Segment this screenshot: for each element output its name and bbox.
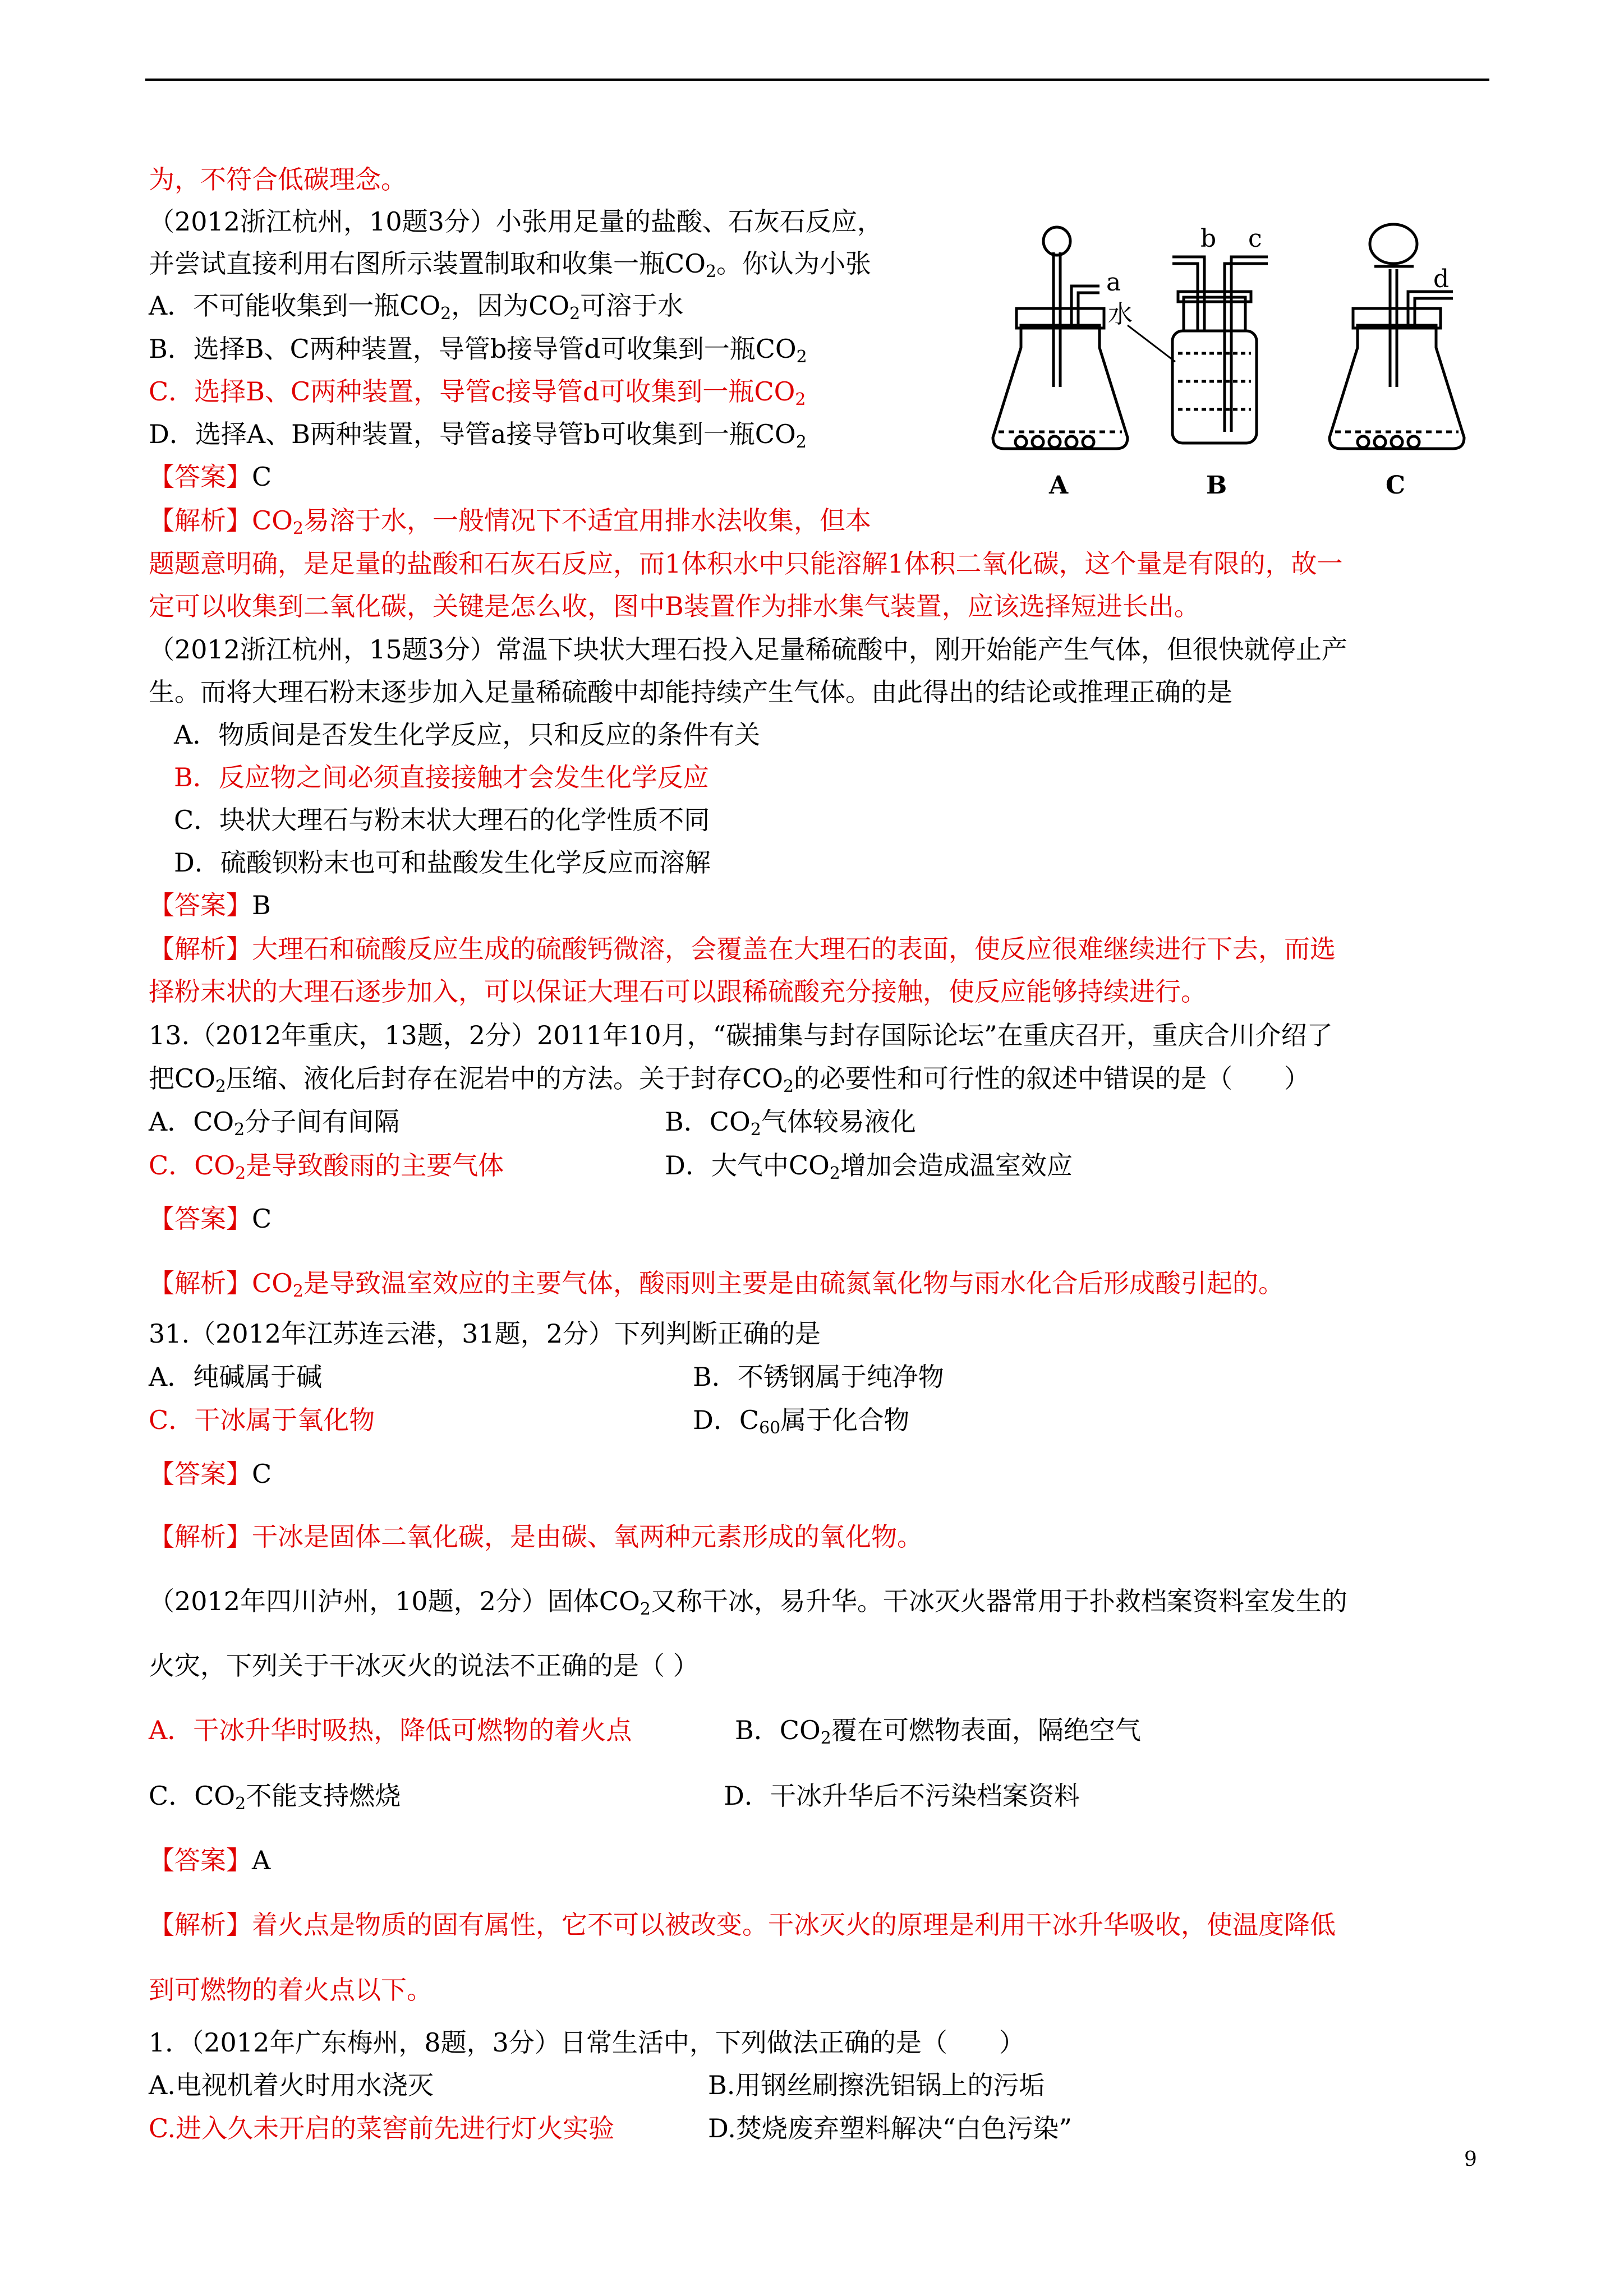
analysis-line: 【解析】大理石和硫酸反应生成的硫酸钙微溶，会覆盖在大理石的表面，使反应很难继续进行下去，而选 — [149, 934, 1336, 964]
answer-line: 【答案】C — [149, 462, 272, 492]
bottle-b-drawing — [1128, 257, 1268, 443]
flask-c-drawing — [1329, 224, 1464, 449]
question-stem: （2012浙江杭州，15题3分）常温下块状大理石投入足量稀硫酸中，刚开始能产生气体，但很快就停止产 — [149, 634, 1347, 665]
label-flask-c: C — [1386, 471, 1406, 500]
question-stem: 火灾，下列关于干冰灭火的说法不正确的是（ ） — [149, 1650, 699, 1681]
option-a: A．$CO_2$分子间有间隔 — [149, 1106, 400, 1140]
flask-a-drawing — [993, 227, 1128, 449]
label-water: 水 — [1108, 300, 1133, 329]
option-c-correct: C.进入久未开启的菜窖前先进行灯火实验 — [149, 2113, 615, 2143]
option-b: B.用钢丝刷擦洗铝锅上的污垢 — [708, 2070, 1045, 2100]
option-d: D．硫酸钡粉末也可和盐酸发生化学反应而溶解 — [174, 847, 711, 878]
header-rule — [145, 79, 1489, 81]
option-a: A．物质间是否发生化学反应，只和反应的条件有关 — [174, 720, 761, 750]
label-d: d — [1433, 265, 1450, 293]
question-stem: 生。而将大理石粉末逐步加入足量稀硫酸中却能持续产生气体。由此得出的结论或推理正确的是 — [149, 677, 1232, 707]
option-b: B．不锈钢属于纯净物 — [693, 1362, 944, 1392]
option-c: C．块状大理石与粉末状大理石的化学性质不同 — [174, 805, 710, 835]
question-stem: 31.（2012年江苏连云港，31题，2分）下列判断正确的是 — [149, 1318, 821, 1349]
analysis-line: 【解析】干冰是固体二氧化碳，是由碳、氧两种元素形成的氧化物。 — [149, 1522, 923, 1552]
answer-line: 【答案】B — [149, 890, 271, 920]
analysis-line: 题题意明确，是足量的盐酸和石灰石反应，而1体积水中只能溶解1体积二氧化碳，这个量是有限的，故一 — [149, 548, 1343, 579]
label-flask-a: A — [1049, 471, 1069, 500]
option-d: D．大气中$CO_2$增加会造成温室效应 — [665, 1150, 1073, 1183]
option-c-correct: C．干冰属于氧化物 — [149, 1405, 375, 1435]
option-d: D．选择A、B两种装置，导管a接导管b可收集到一瓶$CO_2$ — [149, 419, 807, 452]
page-number: 9 — [1464, 2148, 1477, 2171]
option-c: C．$CO_2$不能支持燃烧 — [149, 1781, 401, 1814]
option-c-correct: C．选择B、C两种装置，导管c接导管d可收集到一瓶$CO_2$ — [149, 376, 806, 409]
option-b: B．$CO_2$覆在可燃物表面，隔绝空气 — [735, 1715, 1141, 1748]
answer-line: 【答案】A — [149, 1845, 271, 1875]
label-bottle-b: B — [1206, 471, 1227, 500]
analysis-line: 【解析】$CO_2$是导致温室效应的主要气体，酸雨则主要是由硫氮氧化物与雨水化合后形成酸引起的。 — [149, 1268, 1285, 1301]
prev-question-tail: 为，不符合低碳理念。 — [149, 164, 407, 195]
question-stem: 1．（2012年广东梅州，8题，3分）日常生活中，下列做法正确的是（ ） — [149, 2027, 1025, 2058]
answer-line: 【答案】C — [149, 1204, 272, 1234]
question-stem: 并尝试直接利用右图所示装置制取和收集一瓶$CO_2$。你认为小张 — [149, 248, 872, 282]
question-stem: （2012年四川泸州，10题，2分）固体$CO_2$又称干冰，易升华。干冰灭火器常用于扑救档案资料室发生的 — [149, 1586, 1347, 1619]
option-a: A．纯碱属于碱 — [149, 1362, 323, 1392]
option-a: A．不可能收集到一瓶$CO_2$，因为$CO_2$可溶于水 — [149, 291, 684, 324]
option-d: D.焚烧废弃塑料解决“白色污染” — [708, 2113, 1072, 2143]
option-b: B．选择B、C两种装置，导管b接导管d可收集到一瓶$CO_2$ — [149, 334, 807, 367]
analysis-line: 定可以收集到二氧化碳，关键是怎么收，图中B装置作为排水集气装置，应该选择短进长出。 — [149, 591, 1200, 621]
label-a: a — [1106, 268, 1121, 297]
analysis-line: 【解析】$CO_2$易溶于水，一般情况下不适宜用排水法收集，但本 — [149, 505, 872, 538]
analysis-line: 择粉末状的大理石逐步加入，可以保证大理石可以跟稀硫酸充分接触，使反应能够持续进行。 — [149, 976, 1207, 1007]
option-b: B．$CO_2$气体较易液化 — [665, 1106, 916, 1140]
option-d: D．干冰升华后不污染档案资料 — [724, 1781, 1080, 1811]
option-c-correct: C．$CO_2$是导致酸雨的主要气体 — [149, 1150, 504, 1183]
analysis-line: 到可燃物的着火点以下。 — [149, 1975, 433, 2005]
question-stem: 13.（2012年重庆，13题，2分）2011年10月，“碳捕集与封存国际论坛”在重庆召开，重庆合川介绍了 — [149, 1020, 1333, 1050]
option-a-correct: A．干冰升华时吸热，降低可燃物的着火点 — [149, 1715, 632, 1745]
option-b-correct: B．反应物之间必须直接接触才会发生化学反应 — [174, 762, 709, 792]
gas-apparatus-figure — [987, 219, 1492, 510]
label-b: b — [1200, 224, 1217, 253]
answer-line: 【答案】C — [149, 1459, 272, 1489]
label-c: c — [1248, 224, 1262, 253]
option-a: A.电视机着火时用水浇灭 — [149, 2070, 434, 2100]
question-stem: （2012浙江杭州，10题3分）小张用足量的盐酸、石灰石反应， — [149, 206, 883, 237]
option-d: D．$C_{60}$属于化合物 — [693, 1405, 910, 1438]
question-stem: 把$CO_2$压缩、液化后封存在泥岩中的方法。关于封存$CO_2$的必要性和可行性的叙述中错误的是（ ） — [149, 1063, 1310, 1096]
analysis-line: 【解析】着火点是物质的固有属性，它不可以被改变。干冰灭火的原理是利用干冰升华吸收，使温度降低 — [149, 1910, 1336, 1940]
